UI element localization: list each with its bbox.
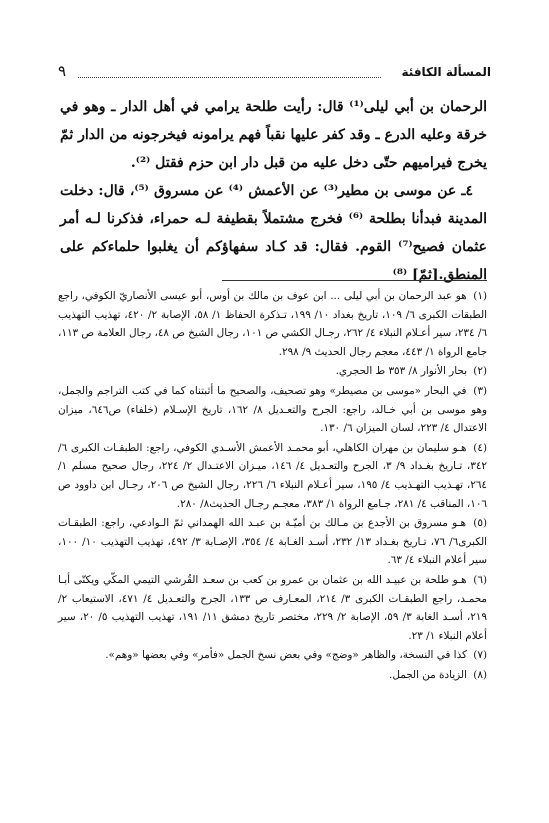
footnote-text: هـو طلحة بن عبيـد الله بن عثمان بن عمرو بن كعب بن سعـد القُرشي التيمي المكّي ويكنّى أبـا محمـد، راجع الطبقـات الكبرى ٣/ ٢١٤، المعـارف ص ١٣٣، الجرح والتعـديل ٤/ ٤٧١، الاستيعاب ٢/ ٢١٩، أسـد الغابة ٣/ ٥٩، الإصابة ٢/ ٢٢٩، مختصر تاريخ دمشق ١١/ ١٩١، تهذيب التهذيب ٥/ ٢٠، سير أعلام النبلاء ١/ ٢٣. bbox=[58, 573, 487, 642]
footnote-6 bbox=[58, 571, 487, 645]
footnote-text: الزيادة من الجمل. bbox=[389, 668, 467, 681]
footnote-text: كذا في النسخة، والظاهر «وضج» وفي بعض نسخ الجمل «فأمر» وفي بعضها «وهم». bbox=[105, 649, 467, 662]
footnote-number: (٤) bbox=[473, 441, 487, 454]
footnotes bbox=[58, 287, 487, 685]
footnote-2 bbox=[58, 362, 487, 381]
footnote-number: (٦) bbox=[473, 573, 487, 586]
footnote-1 bbox=[58, 287, 487, 361]
footnote-number: (١) bbox=[473, 290, 487, 302]
footnote-8 bbox=[58, 666, 487, 685]
footnote-text: هـو مسروق بن الأجدع بن مـالك بن أميّـة بن عبـد الله الهمداني ثمّ الـوادعي، راجع: الطبقـات الكبرى٦/ ٧٦، تـاريخ بغـداد ١٣/ ٢٣٢، أسـد الغـابة ٤/ ٣٥٤، الإصـابة ٣/ ٤٩٢، تهذيب التهذيب ١٠/ ١٠٠، سير أعلام النبلاء ٤/ ٦٣. bbox=[58, 517, 488, 567]
footnote-3 bbox=[58, 382, 487, 438]
main-paragraph-2: ٤ـ عن موسى بن مطير⁽³⁾ عن الأعمش ⁽⁴⁾ عن مسروق ⁽⁵⁾، قال: دخلت المدينة فبدأنا بطلحة ⁽⁶⁾ فخرج مشتملاً بقطيفة لـه حمراء، فذكرنا لـه أمر عثمان فصيح⁽⁷⁾ القوم. فقال: قد كـاد سفهاؤكم أن يغلبوا حلماءكم على المنطق.[ثمّ] ⁽⁸⁾ bbox=[60, 183, 488, 283]
footnote-number: (٧) bbox=[473, 649, 487, 662]
footnote-4 bbox=[58, 439, 487, 513]
footnote-text: بحار الأنوار ٨/ ٣٥٣ ط الحجري. bbox=[335, 365, 467, 378]
footnote-5 bbox=[58, 514, 487, 570]
footnote-text: هو عبد الرحمان بن أبي ليلى ... ابن عوف بن مالك بن أوس، أبو عيسى الأنصاريّ الكوفي، راجع الطبقات الكبرى ٦/ ١٠٩، تاريخ بغداد ١٠/ ١٩٩، تـذكرة الحفاظ ١/ ٥٨، الإصابة ٢/ ٤٢٠، تهذيب التهذيب ٦/ ٢٣٤، سير أعـلام النبلاء ٤/ ٢٦٢، رجـال الكشي ص ١٠١، رجال الشيخ ص ٤٨، رجال العلامة ص ١١٣، جامع الرواة ١/ ٤٤٣، معجم رجال الحديث ٩/ ٢٩٨. bbox=[58, 290, 487, 358]
main-text bbox=[60, 93, 487, 289]
footnote-separator bbox=[222, 280, 487, 281]
page-number: ٩ bbox=[58, 62, 67, 80]
footnote-number: (٥) bbox=[473, 517, 487, 530]
footnote-text: هـو سليمان بن مهران الكاهلي، أبو محمـد الأعمش الأسـدي الكوفي، راجع: الطبقـات الكبرى ٦/ ٣٤٢، تـاريخ بغـداد ٩/ ٣، الجرح والتعـديل ٤/ ١٤٦، ميـزان الاعتـدال ٢/ ٢٢٤، رجال صحيح مسلم ١/ ٢٦٤، تهـذيب التهـذيب ٤/ ١٩٥، سير أعـلام النبلاء ٦/ ٢٢٦، رجال الشيخ ص ٢٠٦، رجـال ابن داوود ص ١٠٦، المناقب ٤/ ٢٨١، جـامع الرواة ١/ ٣٨٣، معجـم رجـال الحديث٨/ ٢٨٠. bbox=[58, 441, 487, 510]
running-title: المسألة الكافئة bbox=[398, 65, 491, 79]
main-paragraph-1: الرحمان بن أبي ليلى⁽¹⁾ قال: رأيت طلحة يرامي في أهل الدار ـ وهو في خرقة وعليه الدرع ـ وقد كفر عليها نقباً فهم يرامونه فيخرجونه من الدار ثمّ يخرج فيراميهم حتّى دخل عليه من قبل دار ابن حزم فقتل ⁽²⁾. bbox=[60, 99, 487, 171]
footnote-number: (٨) bbox=[473, 668, 487, 681]
footnote-number: (٢) bbox=[473, 365, 487, 378]
footnote-text: في البحار «موسى بن مصيطر» وهو تصحيف، والصحيح ما أثبتناه كما في كتب التراجم والجمل، وهو موسى بن أبي خـالد، راجع: الجرح والتعـديل ٨/ ١٦٢، تاريخ الإسـلام (خلفاء) ص٦٤٦، ميزان الاعتدال ٤/ ٢٢٣، لسان الميزان ٦/ ١٣٠. bbox=[58, 384, 488, 435]
page-header bbox=[58, 62, 491, 84]
header-dotted-leader bbox=[78, 77, 381, 78]
footnote-7 bbox=[58, 646, 487, 665]
footnote-number: (٣) bbox=[473, 384, 488, 397]
